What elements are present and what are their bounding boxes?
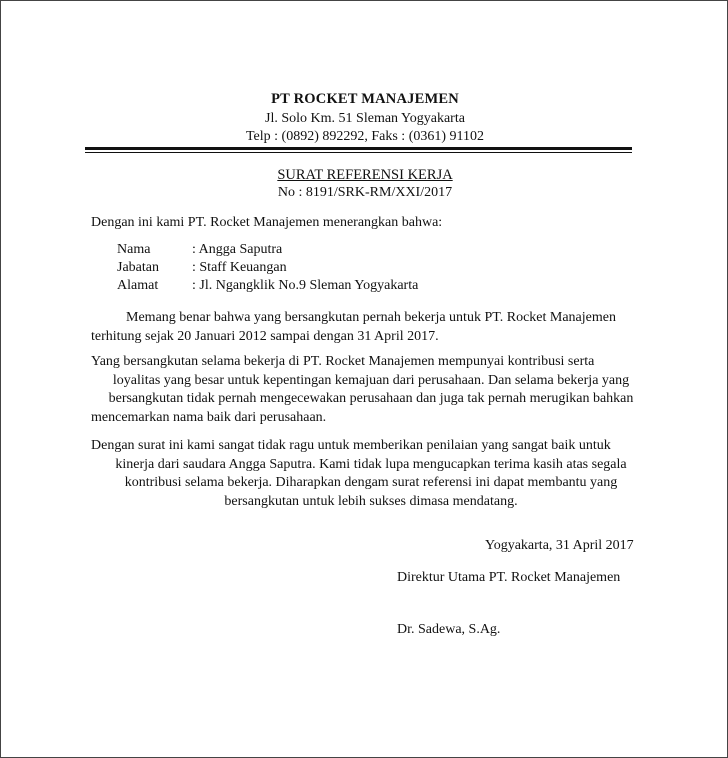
detail-label-position: Jabatan (117, 260, 159, 275)
paragraph-line: Dengan surat ini kami sangat tidak ragu untuk memberikan penilaian yang sangat baik untuk (91, 438, 611, 453)
paragraph-line: kontribusi selama bekerja. Diharapkan dengam surat referensi ini dapat membantu yang (124, 475, 618, 490)
paragraph-line: bersangkutan untuk lebih sukses dimasa mendatang. (224, 493, 518, 509)
letterhead-divider-thick (85, 147, 632, 150)
letterhead-divider-thin (85, 152, 632, 153)
paragraph-line: mencemarkan nama baik dari perusahaan. (91, 409, 327, 425)
letter-title: SURAT REFERENSI KERJA (277, 167, 453, 183)
paragraph-line: bersangkutan tidak pernah mengecewakan perusahaan dan juga tak pernah merugikan bahkan (108, 391, 634, 406)
paragraph-line: kinerja dari saudara Angga Saputra. Kami tidak lupa mengucapkan terima kasih atas segala (115, 456, 627, 472)
company-name: PT ROCKET MANAJEMEN (271, 91, 459, 107)
opening-line: Dengan ini kami PT. Rocket Manajemen menerangkan bahwa: (91, 215, 443, 230)
signer-title: Direktur Utama PT. Rocket Manajemen (397, 570, 621, 585)
paragraph-line: Yang bersangkutan selama bekerja di PT. Rocket Manajemen mempunyai kontribusi serta (91, 354, 595, 369)
detail-value-position: : Staff Keuangan (192, 260, 287, 275)
company-contact: Telp : (0892) 892292, Faks : (0361) 91102 (245, 129, 485, 144)
paragraph-recommendation (91, 437, 651, 511)
paragraph-line: loyalitas yang besar untuk kepentingan kemajuan dari perusahaan. Dan selama bekerja yang (112, 372, 630, 388)
paragraph-line: Memang benar bahwa yang bersangkutan pernah bekerja untuk PT. Rocket Manajemen (126, 310, 616, 325)
company-address: Jl. Solo Km. 51 Sleman Yogyakarta (265, 111, 465, 126)
place-date: Yogyakarta, 31 April 2017 (485, 538, 634, 553)
detail-label-name: Nama (117, 242, 151, 257)
detail-value-address: : Jl. Ngangklik No.9 Sleman Yogyakarta (192, 278, 419, 293)
letter-number: No : 8191/SRK-RM/XXI/2017 (277, 185, 453, 200)
paragraph-contribution (91, 353, 651, 427)
detail-label-address: Alamat (117, 278, 159, 293)
paragraph-line: terhitung sejak 20 Januari 2012 sampai dengan 31 April 2017. (91, 328, 439, 344)
signer-name: Dr. Sadewa, S.Ag. (397, 622, 501, 637)
detail-value-name: : Angga Saputra (192, 242, 283, 257)
paragraph-employment (91, 309, 651, 346)
